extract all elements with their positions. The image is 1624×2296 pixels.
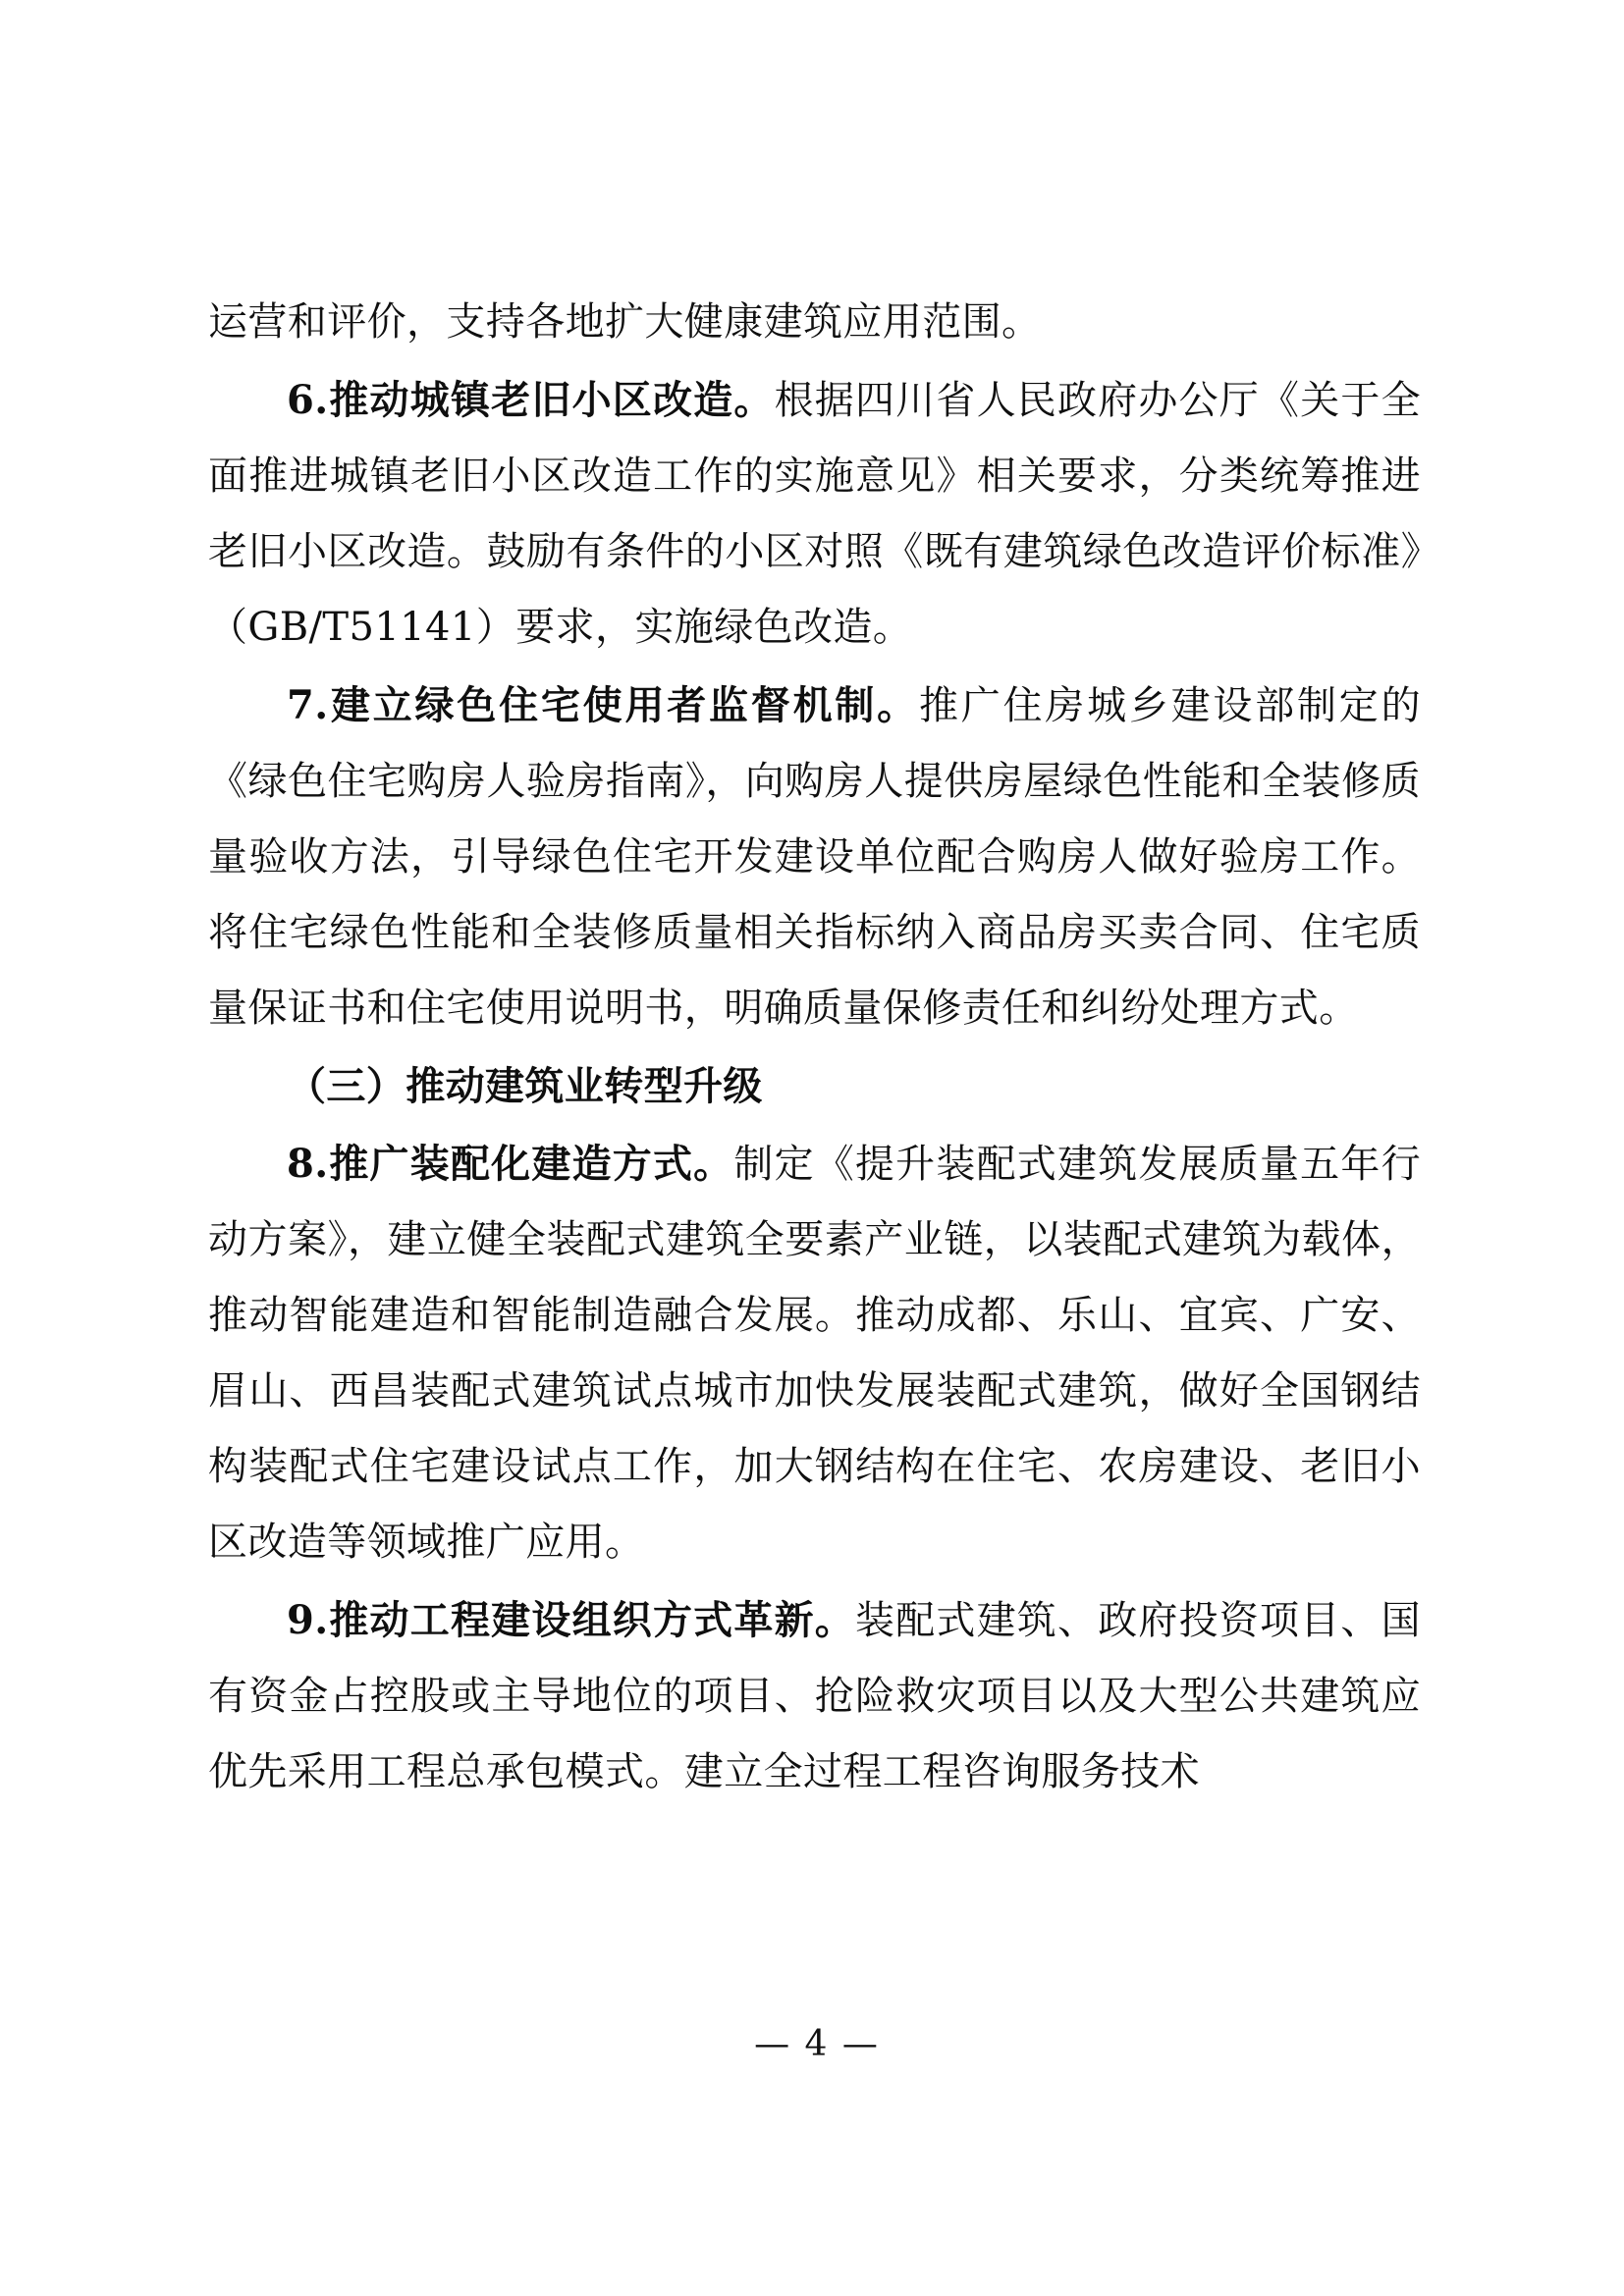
paragraph-text: 装配式建筑、政府投资项目、国有资金占控股或主导地位的项目、抢险救灾项目以及大型公共建筑应优先采用工程总承包模式。建立全过程工程咨询服务技术 — [208, 1598, 1421, 1794]
paragraph-item-6 — [208, 362, 1421, 666]
paragraph-lead: 7.建立绿色住宅使用者监督机制。 — [287, 682, 919, 728]
paragraph-text: 制定《提升装配式建筑发展质量五年行动方案》，建立健全装配式建筑全要素产业链，以装配式建筑为载体，推动智能建造和智能制造融合发展。推动成都、乐山、宜宾、广安、眉山、西昌装配式建筑试点城市加快发展装配式建筑，做好全国钢结构装配式住宅建设试点工作，加大钢结构在住宅、农房建设、老旧小区改造等领域推广应用。 — [208, 1142, 1421, 1565]
paragraph-item-9 — [208, 1582, 1421, 1810]
document-body — [208, 285, 1421, 1812]
paragraph-lead: 8.推广装配化建造方式。 — [287, 1141, 734, 1187]
paragraph-text: 根据四川省人民政府办公厅《关于全面推进城镇老旧小区改造工作的实施意见》相关要求，分类统筹推进老旧小区改造。鼓励有条件的小区对照《既有建筑绿色改造评价标准》（GB/T51141）要求，实施绿色改造。 — [208, 378, 1421, 650]
page-number: — 4 — — [754, 2024, 880, 2064]
section-heading-3 — [208, 1048, 1421, 1124]
section-heading-text: （三）推动建筑业转型升级 — [287, 1063, 763, 1109]
paragraph-item-8 — [208, 1126, 1421, 1580]
paragraph-text: 运营和评价，支持各地扩大健康建筑应用范围。 — [208, 299, 1042, 345]
paragraph-text: 推广住房城乡建设部制定的《绿色住宅购房人验房指南》，向购房人提供房屋绿色性能和全装修质量验收方法，引导绿色住宅开发建设单位配合购房人做好验房工作。将住宅绿色性能和全装修质量相关指标纳入商品房买卖合同、住宅质量保证书和住宅使用说明书，明确质量保修责任和纠纷处理方式。 — [208, 683, 1421, 1031]
paragraph-lead: 6.推动城镇老旧小区改造。 — [287, 377, 775, 423]
paragraph-continuation — [208, 285, 1421, 360]
page-footer — [0, 2024, 1624, 2064]
paragraph-item-7 — [208, 667, 1421, 1046]
paragraph-lead: 9.推动工程建设组织方式革新。 — [287, 1597, 855, 1643]
